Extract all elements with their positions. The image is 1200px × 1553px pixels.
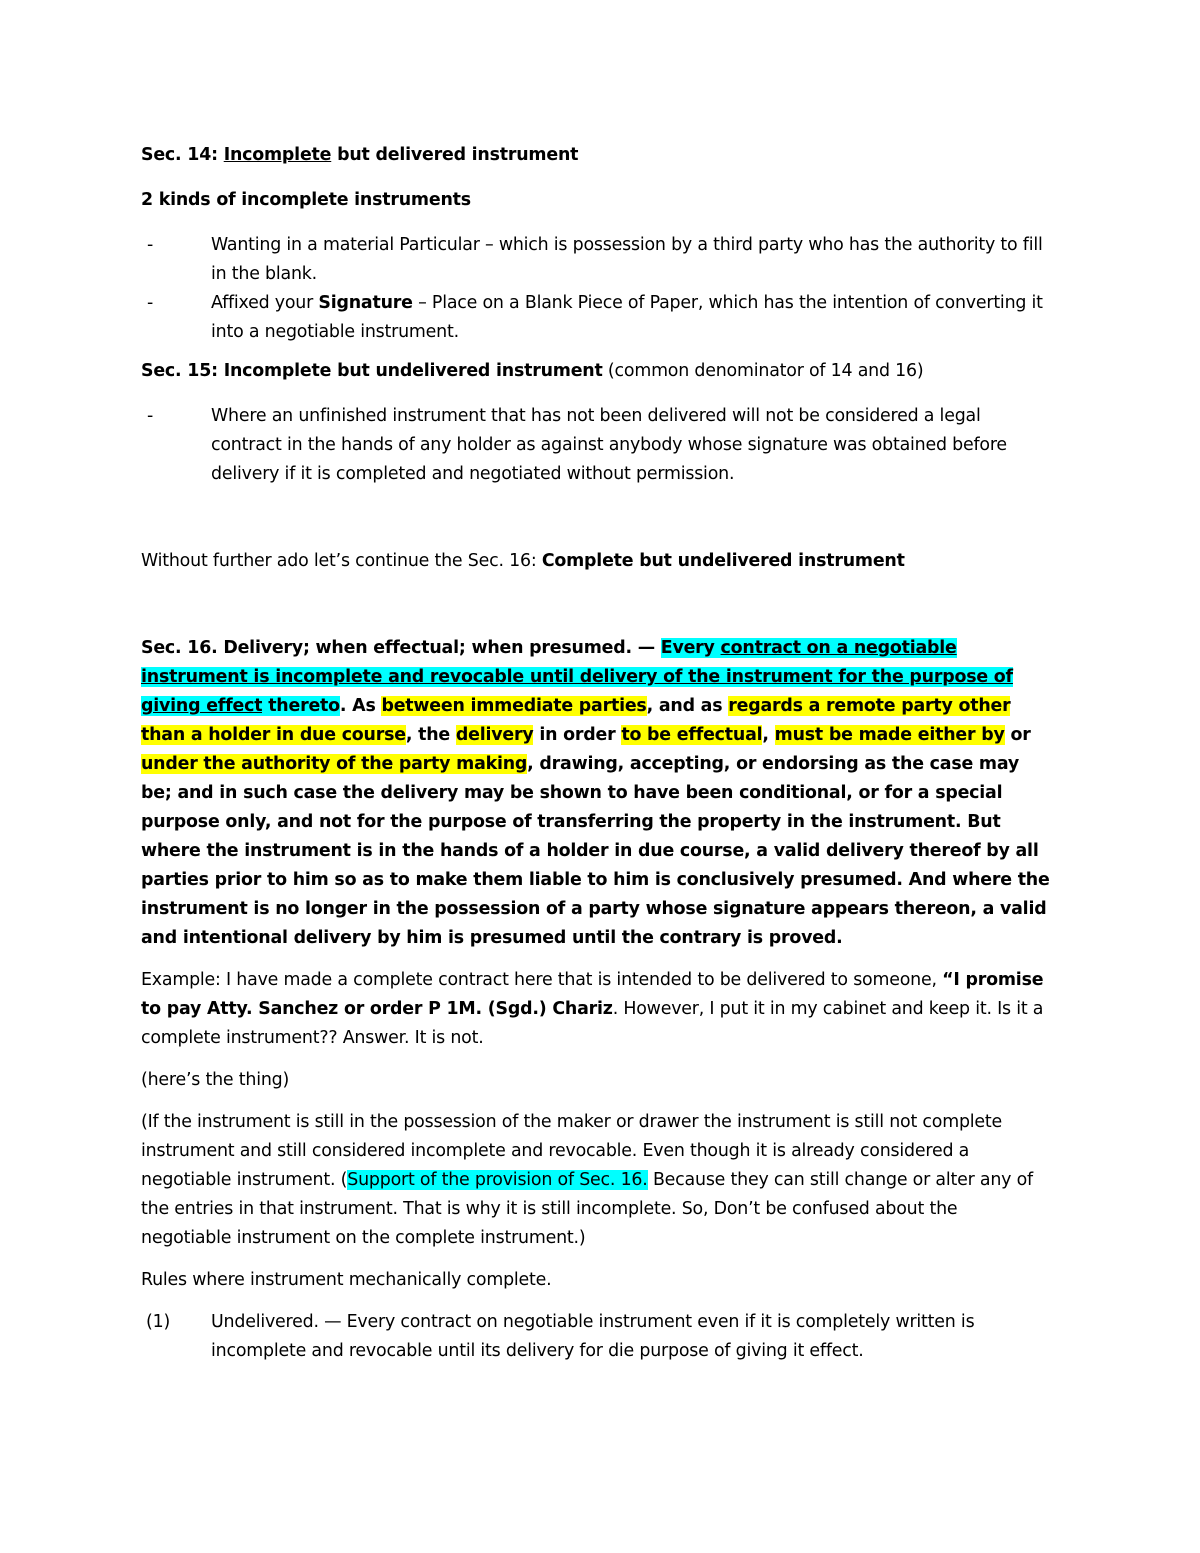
list-item-post: – Place on a Blank Piece of Paper, which has the intention of converting it into a negotiable instrument. [211, 293, 1043, 342]
sec16-thereto: thereto [262, 696, 340, 716]
sec16-contract-underlined: contract on a negotiable instrument is incomplete and revocable until delivery of the instrument for the purpose of giving effect [141, 638, 1013, 716]
example-pre: Example: I have made a complete contract here that is intended to be delivered to someone, [141, 970, 943, 990]
sec16-text: , the [405, 725, 456, 745]
list-item-text: Where an unfinished instrument that has not been delivered will not be considered a legal contract in the hands of any holder as against anybody whose signature was obtained before delivery if it is completed and negotiated without permission. [211, 406, 1007, 484]
kinds-list [141, 231, 1050, 347]
sec15-rest: (common denominator of 14 and 16) [602, 361, 924, 381]
kinds-heading: 2 kinds of incomplete instruments [141, 190, 471, 210]
list-item [141, 402, 1050, 489]
list-dash: - [147, 235, 154, 255]
list-item [141, 1308, 1050, 1366]
sec16-text: , [762, 725, 775, 745]
list-item [141, 231, 1050, 289]
sec15-heading [141, 357, 1050, 386]
list-dash: - [147, 406, 154, 426]
sec16-every: Every [660, 638, 721, 658]
sec16-text: or [1004, 725, 1031, 745]
example-paragraph [141, 966, 1050, 1053]
sec16-provision [141, 634, 1050, 953]
list-item-bold: Signature [318, 293, 413, 313]
sec16-rest: , drawing, accepting, or endorsing as the case may be; and in such case the delivery may be shown to have been conditional, or for a special purpose only, and not for the purpose of transferring the property in the instrument. But where the instrument is in the hands of a holder in due course, a valid delivery thereof by all parties prior to him so as to make them liable to him is conclusively presumed. And where the instrument is no longer in the possession of a party whose signature appears thereon, a valid and intentional delivery by him is presumed until the contrary is proved. [141, 754, 1050, 948]
sec16-regards: regards a remote party other than a holder in due course [141, 696, 1011, 745]
sec16-intro [141, 547, 1050, 576]
sec16-title: Sec. 16. Delivery; when effectual; when presumed. — [141, 638, 661, 658]
list-dash: - [147, 293, 154, 313]
list-item-text: Undelivered. — Every contract on negotiable instrument even if it is completely written is incomplete and revocable until its delivery for die purpose of giving it effect. [211, 1312, 975, 1361]
sec14-prefix: Sec. 14: [141, 145, 224, 165]
sec16-text: . As [339, 696, 382, 716]
rules-list [141, 1308, 1050, 1366]
sec14-incomplete: Incomplete [223, 145, 332, 165]
heres-the-thing: (here’s the thing) [141, 1070, 290, 1090]
sec16-to-be-effectual: to be effectual [621, 725, 763, 745]
list-number: (1) [146, 1312, 171, 1332]
sec16-intro-bold: Complete but undelivered instrument [541, 551, 905, 571]
example-bold: “I promise to pay Atty. Sanchez or order P 1M. (Sgd.) Chariz [141, 970, 1044, 1019]
sec16-between: between immediate parties [381, 696, 647, 716]
list-item [141, 289, 1050, 347]
sec16-must-be: must be made either by [774, 725, 1005, 745]
list-item-text: Wanting in a material Particular – which is possession by a third party who has the authority to fill in the blank. [211, 235, 1043, 284]
possession-pre: (If the instrument is still in the possession of the maker or drawer the instrument is still not complete instrument and still considered incomplete and revocable. Even though it is already considered a negotiable instrument. ( [141, 1112, 1003, 1190]
rules-heading: Rules where instrument mechanically complete. [141, 1270, 552, 1290]
possession-paragraph [141, 1108, 1050, 1253]
sec16-text: , and as [646, 696, 729, 716]
sec16-under-authority: under the authority of the party making [141, 754, 528, 774]
list-item-pre: Affixed your [211, 293, 319, 313]
sec15-list [141, 402, 1050, 489]
possession-post: Because they can still change or alter any of the entries in that instrument. That is why it is still incomplete. So, Don’t be confused about the negotiable instrument on the complete instrument.) [141, 1170, 1033, 1248]
sec15-bold: Sec. 15: Incomplete but undelivered instrument [141, 361, 603, 381]
sec16-intro-plain: Without further ado let’s continue the Sec. 16: [141, 551, 542, 571]
sec14-heading [141, 141, 1050, 170]
sec16-delivery: delivery [455, 725, 534, 745]
sec16-text: in order [533, 725, 622, 745]
sec14-rest: but delivered instrument [331, 145, 579, 165]
possession-highlight: Support of the provision of Sec. 16. [347, 1170, 648, 1190]
example-post: . However, I put it in my cabinet and keep it. Is it a complete instrument?? Answer. It is not. [141, 999, 1044, 1048]
